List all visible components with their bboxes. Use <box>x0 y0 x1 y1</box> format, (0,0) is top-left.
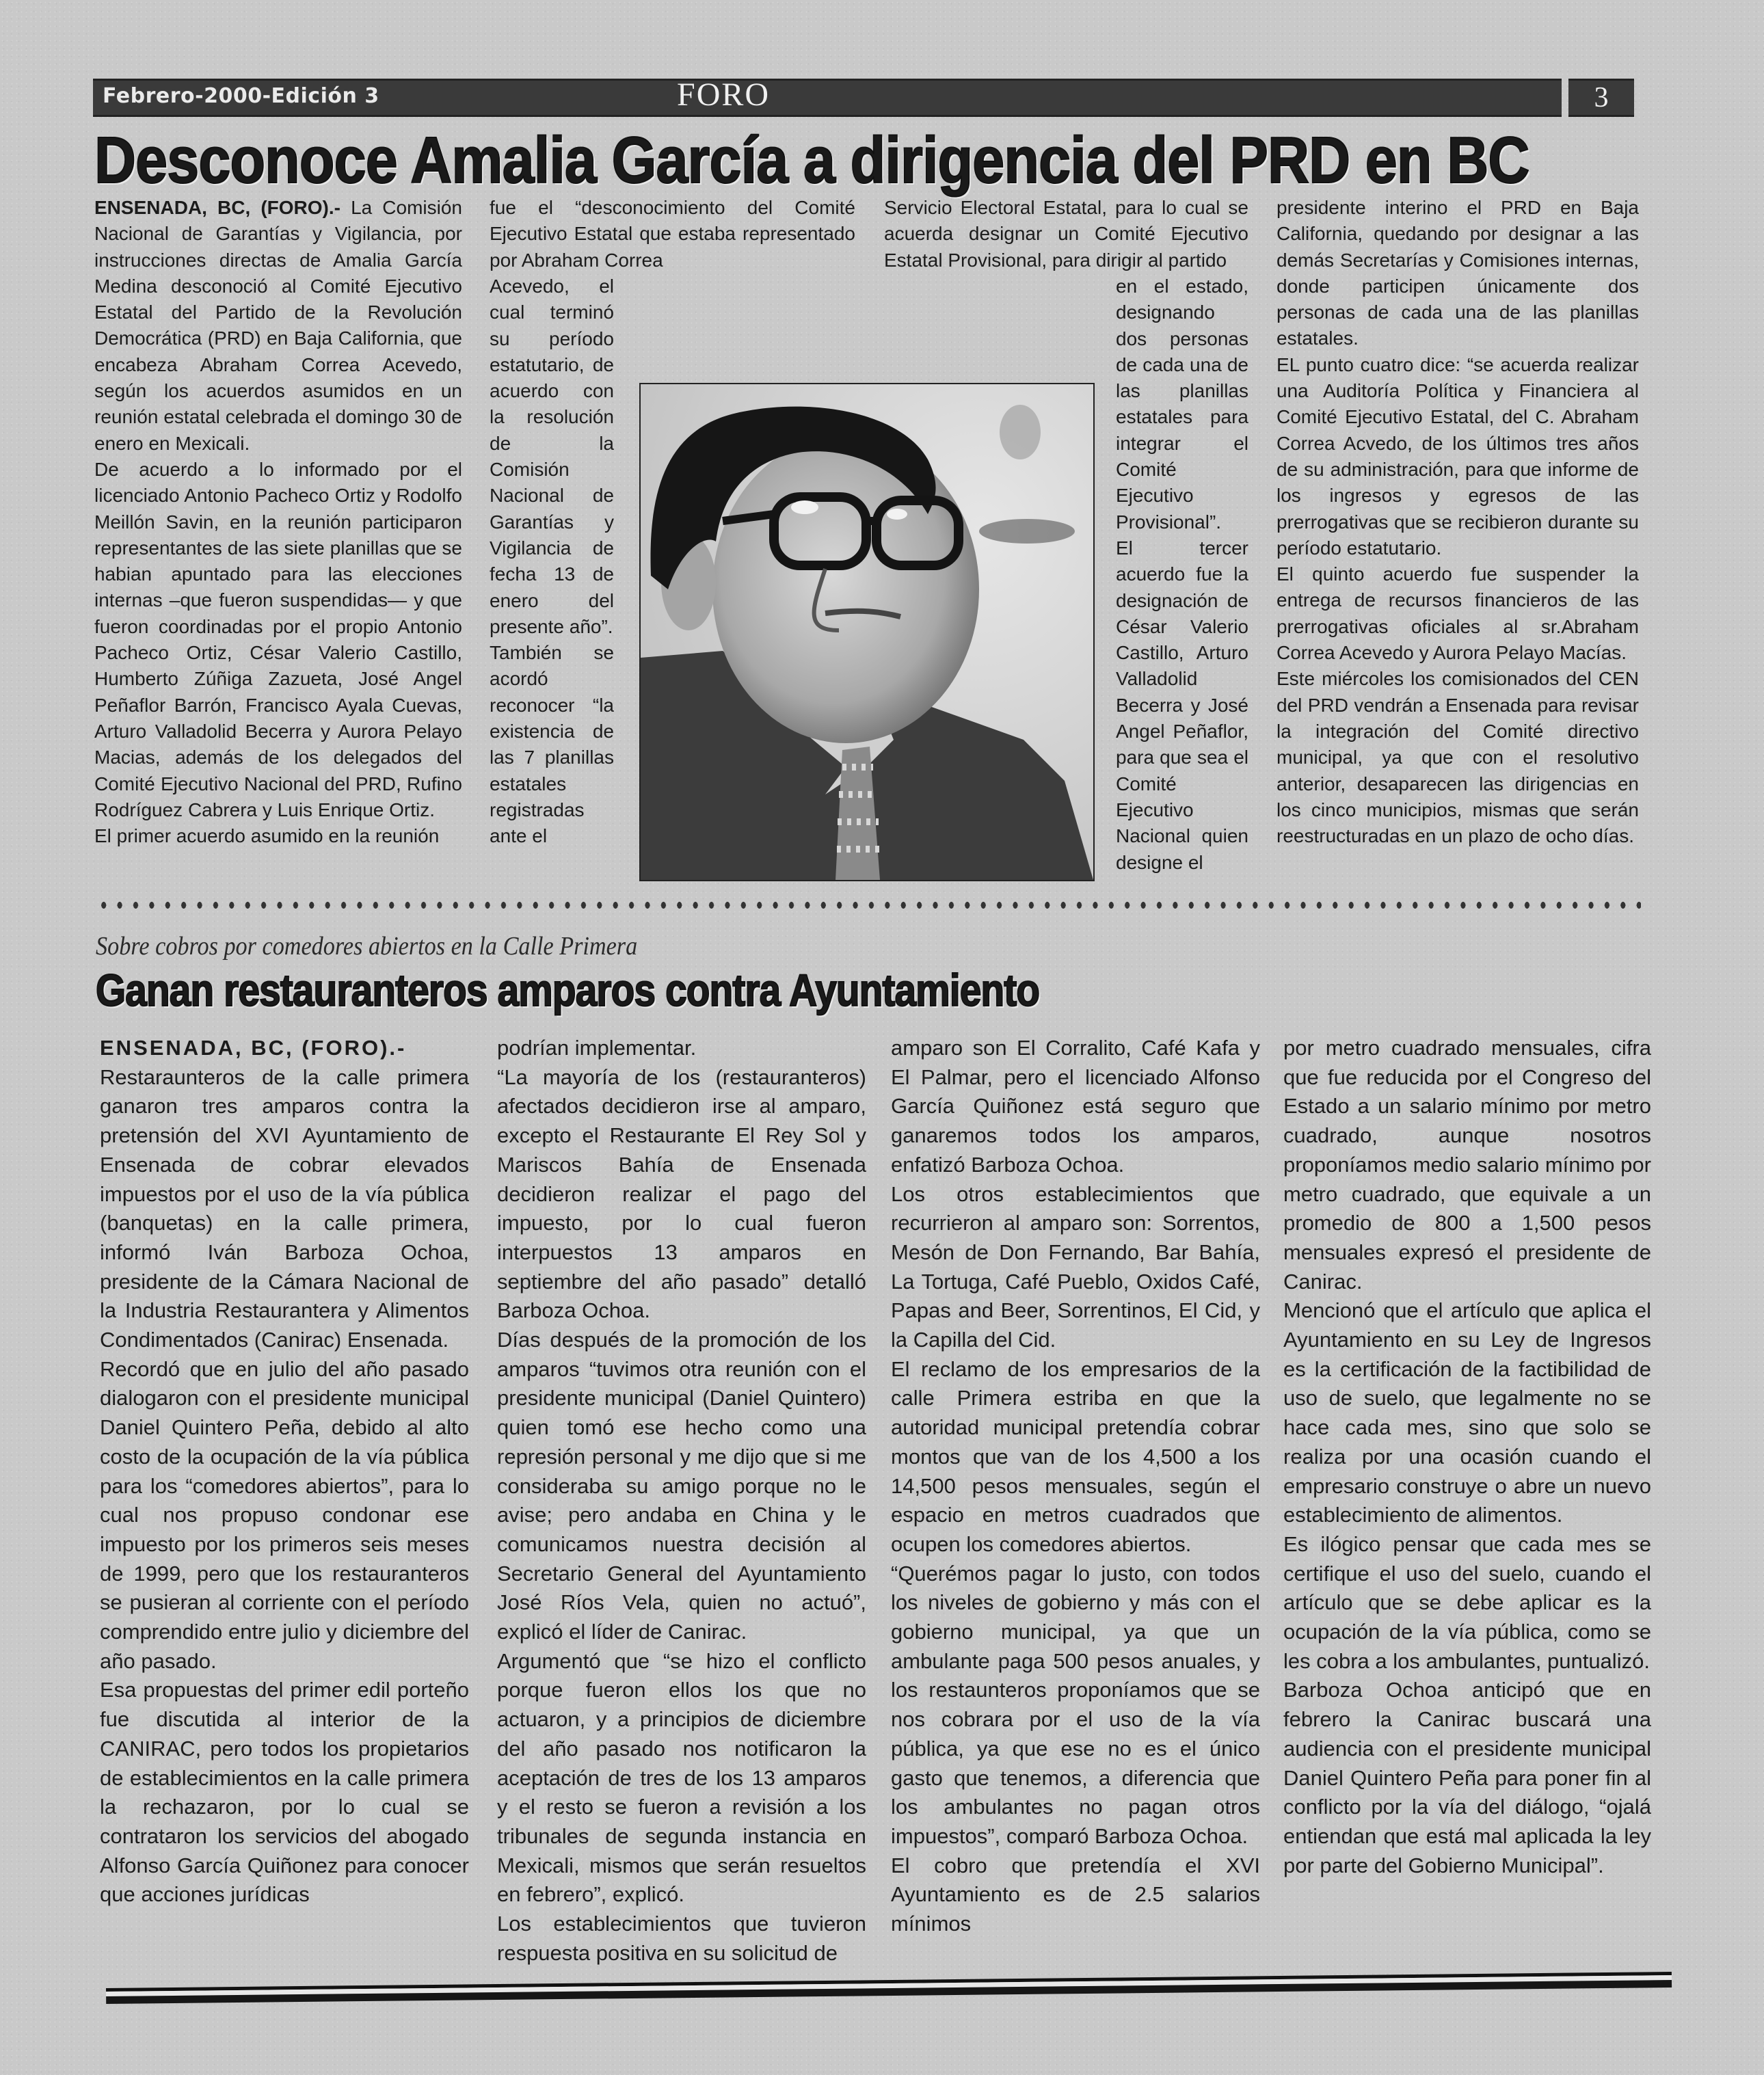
page-number: 3 <box>1568 79 1634 117</box>
article1-column-3-narrow <box>1116 273 1248 876</box>
article1-col1-p3: El primer acuerdo asumido en la reunión <box>94 825 440 847</box>
dateline: ENSENADA, BC, (FORO).- <box>100 1036 407 1060</box>
dateline: ENSENADA, BC, (FORO).- <box>94 197 340 218</box>
article2-column-3 <box>891 1034 1260 1939</box>
article1-col4-p4: Este miércoles los comisionados del CEN del PRD vendrán a Ensenada para revisar la integración del Comité directivo municipal, ya que con el resolutivo anterior, desaparecen las dirigencias en los cinco municipios, mismas que serán reestructuradas en un plazo de ocho días. <box>1277 668 1639 847</box>
article1-col4-p1: presidente interino el PRD en Baja California, quedando por designar a las demás Secretarías y Comisiones internas, donde participen únicamente dos personas de cada una de las planillas estatales. <box>1277 197 1639 349</box>
article1-col3-narrow-p1: en el estado, designando dos personas de cada una de las planillas estatales para integrar el Comité Ejecutivo Provisional”. <box>1116 276 1248 533</box>
article2-column-4 <box>1283 1034 1651 1880</box>
article2-column-1 <box>100 1034 469 1910</box>
dotted-divider <box>96 900 1641 911</box>
article1-col4-p3: El quinto acuerdo fue suspender la entrega de recursos financieros de las prerrogativas oficiales al sr.Abraham Correa Acevedo y Aurora Pelayo Macías. <box>1277 563 1639 664</box>
article1-col3-narrow-p2: El tercer acuerdo fue la designación de César Valerio Castillo, Arturo Valladolid Becerra y José Angel Peñaflor, para que sea el Comité Ejecutivo Nacional quien designe el <box>1116 537 1248 873</box>
article2-col4-p3: Es ilógico pensar que cada mes se certifique el uso del suelo, cuando el artículo que se debe aplicar es la ocupación de la vía pública, como se les cobra a los ambulantes, puntualizó. <box>1283 1531 1651 1673</box>
masthead: FORO <box>677 77 771 113</box>
article2-col3-p1: amparo son El Corralito, Café Kafa y El Palmar, pero el licenciado Alfonso García Quiñonez está seguro que ganaremos todos los amparos, enfatizó Barboza Ochoa. <box>891 1036 1260 1177</box>
article1-col1-p1 <box>94 195 462 457</box>
article1-headline: Desconoce Amalia García a dirigencia del PRD en BC <box>94 124 1529 197</box>
article2-col3-p3: El reclamo de los empresarios de la calle Primera estriba en que la autoridad municipal pretendía cobrar montos que van de los 4,500 a los 14,500 pesos mensuales, según el espacio en metros cuadrados que ocupen los comedores abiertos. <box>891 1356 1260 1556</box>
article2-col3-p5: El cobro que pretendía el XVI Ayuntamiento es de 2.5 salarios mínimos <box>891 1853 1260 1936</box>
paragraph-text: La Comisión Nacional de Garantías y Vigilancia, por instrucciones directas de Amalia García Medina desconoció al Comité Ejecutivo Estatal del Partido de la Revolución Democrática (PRD) en Baja California, que encabeza Abraham Correa Acevedo, según los acuerdos asumidos en un reunión estatal celebrada el domingo 30 de enero en Mexicali. <box>94 197 463 454</box>
article1-col3-top: Servicio Electoral Estatal, para lo cual se acuerda designar un Comité Ejecutivo Estatal Provisional, para dirigir al partido <box>884 197 1248 271</box>
article1-col4-p2: EL punto cuatro dice: “se acuerda realizar una Auditoría Política y Financiera al Comité Ejecutivo Estatal, del C. Abraham Correa Acvedo, de los últimos tres años de su administración, para que informe de los ingresos y egresos de las prerrogativas que se recibieron durante su período estatutario. <box>1277 353 1639 559</box>
article2-col3-p4: “Querémos pagar lo justo, con todos los niveles de gobierno y más con el gobierno municipal, ya que un ambulante paga 500 pesos anuales, y los restaunteros proponíamos que se nos cobrara por el uso de la vía pública, ya que ese no es el único gasto que tenemos, a diferencia que los ambulantes no pagan otros impuestos”, comparó Barboza Ochoa. <box>891 1561 1260 1848</box>
article2-col1-p2: Recordó que en julio del año pasado dialogaron con el presidente municipal Daniel Quintero Peña, debido al alto costo de la ocupación de la vía pública para los “comedores abiertos”, para lo cual nos propuso condonar ese impuesto por los primeros seis meses de 1999, pero que los restauranteros se pusieran al corriente con el período comprendido entre julio y diciembre del año pasado. <box>100 1356 469 1673</box>
article2-col2-p3: Días después de la promoción de los amparos “tuvimos otra reunión con el presidente municipal (Daniel Quintero) quien tomó ese hecho como una represión personal y me dijo que si me consideraba su amigo porque no le avise; pero andaba en China y le comunicamos nuestra decisión al Secretario General del Ayuntamiento José Ríos Vela, quien no actuó”, explicó el líder de Canirac. <box>497 1328 866 1644</box>
bottom-rule <box>106 1972 1672 2009</box>
article2-col2-p4: Argumentó que “se hizo el conflicto porque fueron ellos los que no actuaron, y a principios de diciembre del año pasado nos notificaron la aceptación de tres de los 13 amparos y el resto se fueron a revisión a los tribunales de segunda instancia en Mexicali, mismos que serán resueltos en febrero”, explicó. <box>497 1648 866 1907</box>
article2-col1-p3: Esa propuestas del primer edil porteño fue discutida al interior de la CANIRAC, pero todos los propietarios de establecimientos en la calle primera la rechazaron, por lo cual se contrataron los servicios del abogado Alfonso García Quiñonez para conocer que acciones jurídicas <box>100 1678 469 1907</box>
article1-column-1 <box>94 195 462 849</box>
portrait-photo-icon <box>641 384 1093 880</box>
article2-col4-p1: por metro cuadrado mensuales, cifra que fue reducida por el Congreso del Estado a un salario mínimo por metro cuadrado, aunque nosotros proponíamos medio salario mínimo por metro cuadrado, que equivale a un promedio de 800 a 1,500 pesos mensuales expresó el presidente de Canirac. <box>1283 1036 1651 1294</box>
article1-column-2-narrow <box>490 273 614 850</box>
article1-column-4 <box>1277 195 1639 849</box>
article1-column-2-top <box>490 195 855 273</box>
article2-col1-dateline <box>100 1034 469 1063</box>
article2-col2-p1: podrían implementar. <box>497 1036 697 1060</box>
article2-col4-p4: Barboza Ochoa anticipó que en febrero la Canirac buscará una audiencia con el presidente municipal Daniel Quintero Peña para poner fin al conflicto por la vía del diálogo, “ojalá entiendan que está mal aplicada la ley por parte del Gobierno Municipal”. <box>1283 1678 1651 1877</box>
article2-col1-p1: Restaraunteros de la calle primera ganaron tres amparos contra la pretensión del XVI Ayuntamiento de Ensenada de cobrar elevados impuestos por el uso de la vía pública (banquetas) en la calle primera, informó Iván Barboza Ochoa, presidente de la Cámara Nacional de la Industria Restaurantera y Alimentos Condimentados (Canirac) Ensenada. <box>100 1065 469 1352</box>
article2-col2-p5: Los establecimientos que tuvieron respuesta positiva en su solicitud de <box>497 1912 866 1965</box>
article2-col3-p2: Los otros establecimientos que recurrieron al amparo son: Sorrentos, Mesón de Don Fernando, Bar Bahía, La Tortuga, Café Pueblo, Oxidos Café, Papas and Beer, Sorrentinos, El Cid, y la Capilla del Cid. <box>891 1181 1260 1352</box>
article1-col1-p2: De acuerdo a lo informado por el licenciado Antonio Pacheco Ortiz y Rodolfo Meillón Savin, en la reunión participaron representantes de las siete planillas que se habian apuntado para las elecciones internas –que fueron suspendidas— y que fueron coordinadas por el propio Antonio Pacheco Ortiz, César Valerio Castillo, Humberto Zúñiga Zazueta, José Angel Peñaflor Barrón, Francisco Ayala Cuevas, Arturo Valladolid Becerra y Aurora Pelayo Macias, además de los delegados del Comité Ejecutivo Nacional del PRD, Rufino Rodríguez Cabrera y Luis Enrique Ortiz. <box>94 458 462 820</box>
article2-col2-p2: “La mayoría de los (restauranteros) afectados decidieron irse al amparo, excepto el Restaurante El Rey Sol y Mariscos Bahía de Ensenada decidieron realizar el pago del impuesto, por lo cual fueron interpuestos 13 amparos en septiembre del año pasado” detalló Barboza Ochoa. <box>497 1065 866 1323</box>
article2-kicker: Sobre cobros por comedores abiertos en la Calle Primera <box>96 932 638 961</box>
article1-col2-narrow-p1: Acevedo, el cual terminó su período estatutario, de acuerdo con la resolución de la Comisión Nacional de Garantías y Vigilancia de fecha 13 de enero del presente año”. <box>490 276 614 637</box>
article1-photo <box>639 383 1095 881</box>
article1-col2-top: fue el “desconocimiento del Comité Ejecutivo Estatal que estaba representado por Abraham Correa <box>490 197 855 271</box>
article2-headline: Ganan restauranteros amparos contra Ayuntamiento <box>96 965 1040 1015</box>
article1-col2-narrow-p2: También se acordó reconocer “la existencia de las 7 planillas estatales registradas ante el <box>490 642 614 847</box>
article2-column-2 <box>497 1034 866 1968</box>
article2-col4-p2: Mencionó que el artículo que aplica el Ayuntamiento en su Ley de Ingresos es la certificación de la factibilidad de uso de suelo, que legalmente no se hace cada mes, sino que solo se realiza por una ocasión cuando el empresario construye o abre un nuevo establecimiento de alimentos. <box>1283 1298 1651 1527</box>
article1-column-3-top <box>884 195 1248 273</box>
edition-label: Febrero-2000-Edición 3 <box>103 84 379 108</box>
